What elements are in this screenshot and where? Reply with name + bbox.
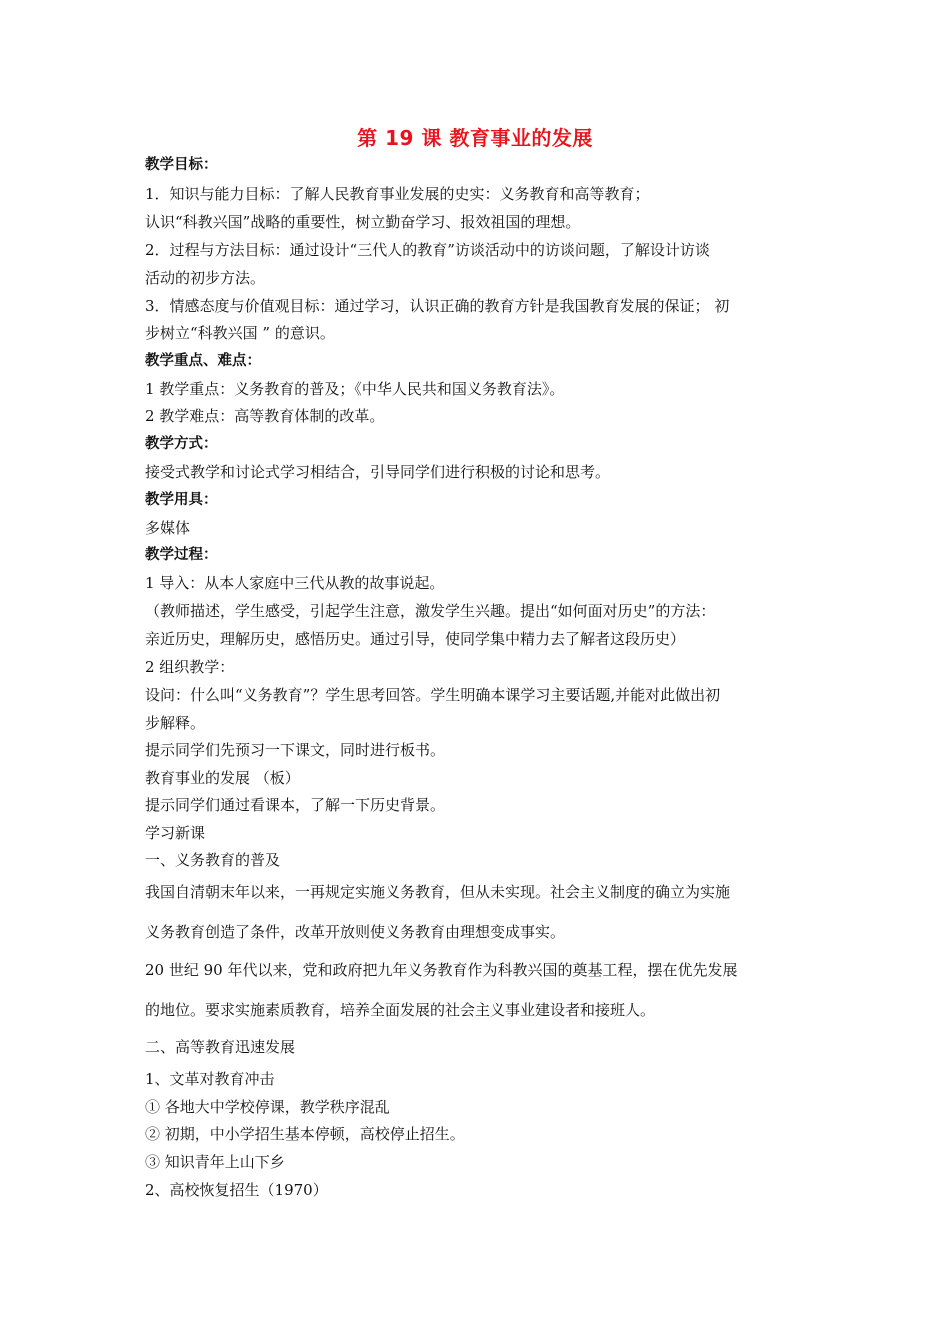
text-line: 接受式教学和讨论式学习相结合，引导同学们进行积极的讨论和思考。 (145, 463, 611, 481)
text-line: 提示同学们先预习一下课文，同时进行板书。 (145, 741, 446, 759)
text-line: ① 各地大中学校停课，教学秩序混乱 (145, 1098, 390, 1116)
text-line: 设问：什么叫“义务教育”？学生思考回答。学生明确本课学习主要话题,并能对此做出初 (145, 686, 721, 704)
text-line: 1 教学重点：义务教育的普及；《中华人民共和国义务教育法》。 (145, 380, 565, 398)
text-line: （教师描述，学生感受，引起学生注意，激发学生兴趣。提出“如何面对历史”的方法： (145, 602, 716, 620)
text-line: 一、义务教育的普及 (145, 851, 281, 869)
text-line: 活动的初步方法。 (145, 269, 266, 287)
text-line: 二、高等教育迅速发展 (145, 1038, 296, 1056)
text-line: 学习新课 (145, 824, 206, 842)
text-line: 2 教学难点：高等教育体制的改革。 (145, 407, 385, 425)
text-line: 1 导入：从本人家庭中三代从教的故事说起。 (145, 574, 445, 592)
text-line: 教育事业的发展 （板） (145, 769, 300, 787)
text-line: 亲近历史，理解历史，感悟历史。通过引导，使同学集中精力去了解者这段历史） (145, 630, 686, 648)
text-line: 2 组织教学： (145, 658, 235, 676)
text-line: 2．过程与方法目标：通过设计“三代人的教育”访谈活动中的访谈问题，了解设计访谈 (145, 241, 710, 259)
text-line: 3．情感态度与价值观目标：通过学习，认识正确的教育方针是我国教育发展的保证； 初 (145, 297, 730, 315)
section-heading-key-points: 教学重点、难点： (145, 353, 261, 369)
text-line: 多媒体 (145, 519, 191, 537)
text-line: 1、文革对教育冲击 (145, 1070, 275, 1088)
text-line: ③ 知识青年上山下乡 (145, 1153, 285, 1171)
text-line: 2、高校恢复招生（1970） (145, 1181, 328, 1199)
text-line: 20 世纪 90 年代以来，党和政府把九年义务教育作为科教兴国的奠基工程，摆在优先发展 (145, 961, 738, 979)
text-line: 提示同学们通过看课本，了解一下历史背景。 (145, 796, 446, 814)
text-line: 我国自清朝末年以来，一再规定实施义务教育，但从未实现。社会主义制度的确立为实施 (145, 883, 731, 901)
section-heading-objectives: 教学目标： (145, 157, 218, 173)
text-line: 1．知识与能力目标：了解人民教育事业发展的史实：义务教育和高等教育； (145, 185, 650, 203)
text-line: ② 初期，中小学招生基本停顿，高校停止招生。 (145, 1125, 465, 1143)
text-line: 认识“科教兴国”战略的重要性，树立勤奋学习、报效祖国的理想。 (145, 213, 581, 231)
section-heading-tools: 教学用具： (145, 492, 218, 508)
text-line: 步树立“科教兴国 ” 的意识。 (145, 324, 335, 342)
section-heading-methods: 教学方式： (145, 436, 218, 452)
document-title: 第 19 课 教育事业的发展 (357, 126, 593, 150)
text-line: 的地位。要求实施素质教育，培养全面发展的社会主义事业建设者和接班人。 (145, 1001, 656, 1019)
text-line: 步解释。 (145, 714, 206, 732)
text-line: 义务教育创造了条件，改革开放则使义务教育由理想变成事实。 (145, 923, 566, 941)
section-heading-process: 教学过程： (145, 547, 218, 563)
